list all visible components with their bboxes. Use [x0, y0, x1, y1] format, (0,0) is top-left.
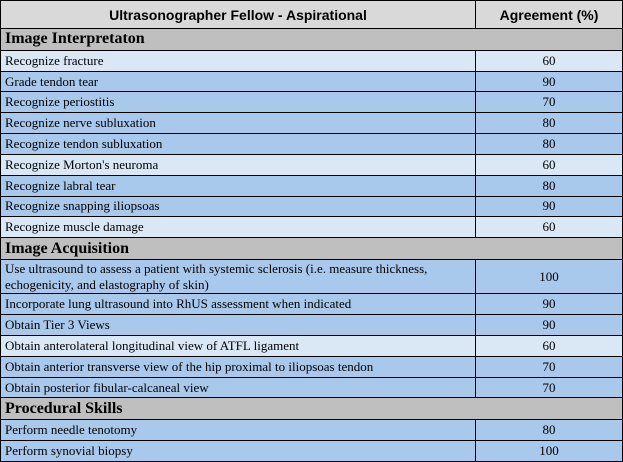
- item-cell: Recognize labral tear: [1, 175, 476, 196]
- agreement-cell: 60: [476, 217, 623, 238]
- agreement-cell: 70: [476, 356, 623, 377]
- table-row: [1, 420, 623, 441]
- section-title: Procedural Skills: [1, 398, 623, 420]
- agreement-cell: 90: [476, 71, 623, 92]
- item-cell: Obtain anterior transverse view of the hip proximal to iliopsoas tendon: [1, 356, 476, 377]
- agreement-cell: 70: [476, 92, 623, 113]
- table-row: [1, 113, 623, 134]
- table-row: [1, 154, 623, 175]
- item-cell: Obtain Tier 3 Views: [1, 315, 476, 336]
- item-cell: Recognize muscle damage: [1, 217, 476, 238]
- agreement-cell: 80: [476, 175, 623, 196]
- item-cell: Incorporate lung ultrasound into RhUS assessment when indicated: [1, 294, 476, 315]
- header-row: [1, 1, 623, 29]
- table-row: [1, 377, 623, 398]
- table-row: [1, 217, 623, 238]
- agreement-cell: 80: [476, 134, 623, 155]
- agreement-cell: 60: [476, 154, 623, 175]
- table-row: [1, 134, 623, 155]
- item-cell: Recognize Morton's neuroma: [1, 154, 476, 175]
- section-title: Image Interpretaton: [1, 29, 623, 51]
- table-row: [1, 92, 623, 113]
- table-row: [1, 315, 623, 336]
- item-cell: Grade tendon tear: [1, 71, 476, 92]
- item-cell: Perform synovial biopsy: [1, 441, 476, 462]
- table-row: [1, 175, 623, 196]
- table-row: [1, 196, 623, 217]
- table-row: [1, 50, 623, 71]
- item-cell: Recognize tendon subluxation: [1, 134, 476, 155]
- header-item: Ultrasonographer Fellow - Aspirational: [1, 1, 476, 29]
- agreement-cell: 70: [476, 377, 623, 398]
- table-row: [1, 71, 623, 92]
- table-row: [1, 260, 623, 294]
- agreement-cell: 80: [476, 420, 623, 441]
- item-cell: Use ultrasound to assess a patient with systemic sclerosis (i.e. measure thickness, echogenicity, and elastography of skin): [1, 260, 476, 294]
- header-agreement: Agreement (%): [476, 1, 623, 29]
- item-cell: Perform needle tenotomy: [1, 420, 476, 441]
- agreement-cell: 100: [476, 260, 623, 294]
- agreement-cell: 90: [476, 315, 623, 336]
- agreement-cell: 90: [476, 196, 623, 217]
- table-row: [1, 356, 623, 377]
- agreement-cell: 90: [476, 294, 623, 315]
- section-title: Image Acquisition: [1, 238, 623, 260]
- section-row: [1, 398, 623, 420]
- table-row: [1, 294, 623, 315]
- agreement-cell: 60: [476, 50, 623, 71]
- section-row: [1, 238, 623, 260]
- agreement-cell: 80: [476, 113, 623, 134]
- agreement-cell: 100: [476, 441, 623, 462]
- item-cell: Recognize snapping iliopsoas: [1, 196, 476, 217]
- item-cell: Recognize nerve subluxation: [1, 113, 476, 134]
- item-cell: Obtain posterior fibular-calcaneal view: [1, 377, 476, 398]
- table-row: [1, 335, 623, 356]
- item-cell: Obtain anterolateral longitudinal view of ATFL ligament: [1, 335, 476, 356]
- item-cell: Recognize periostitis: [1, 92, 476, 113]
- item-cell: Recognize fracture: [1, 50, 476, 71]
- agreement-cell: 60: [476, 335, 623, 356]
- section-row: [1, 29, 623, 51]
- table-row: [1, 441, 623, 462]
